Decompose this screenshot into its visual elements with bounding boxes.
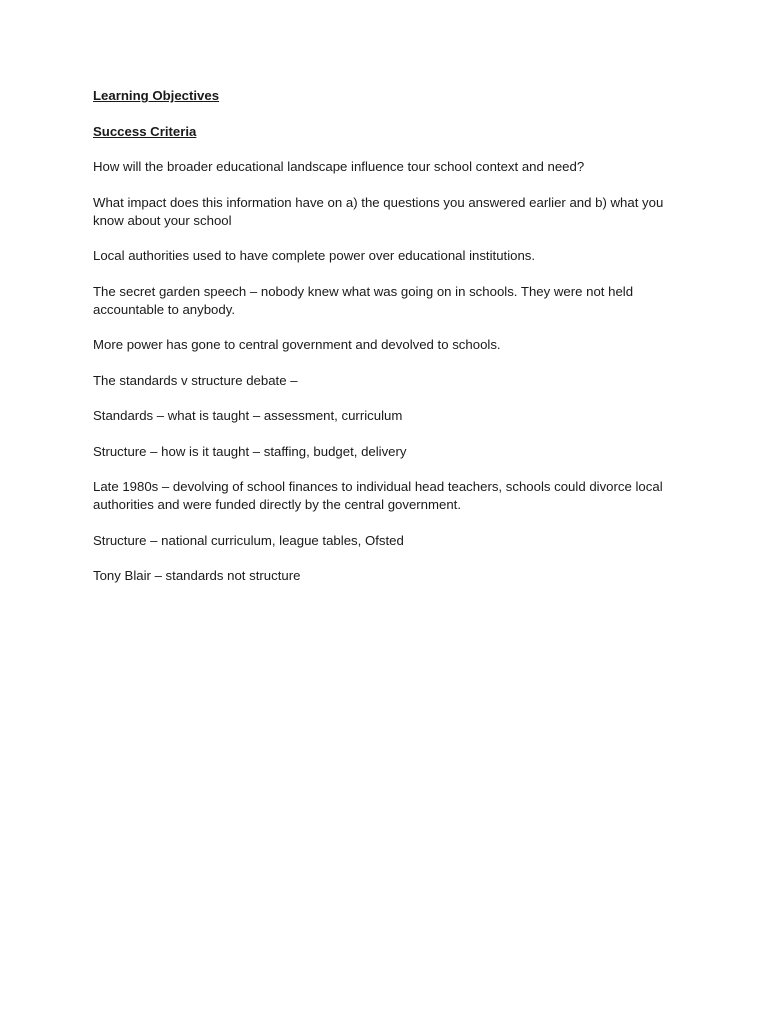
paragraph-standards: Standards – what is taught – assessment, curriculum [93, 408, 403, 423]
heading-learning-objectives: Learning Objectives [93, 88, 220, 103]
paragraph-tony-blair: Tony Blair – standards not structure [93, 568, 301, 583]
paragraph-landscape-question: How will the broader educational landscape influence tour school context and need? [93, 159, 585, 174]
paragraph-secret-garden: The secret garden speech – nobody knew what was going on in schools. They were not held accountable to anybody. [93, 283, 634, 317]
heading-success-criteria: Success Criteria [93, 123, 197, 139]
paragraph-impact-question: What impact does this information have on a) the questions you answered earlier and b) what you know about your school [93, 194, 664, 228]
paragraph-local-authorities: Local authorities used to have complete power over educational institutions. [93, 248, 536, 263]
paragraph-debate: The standards v structure debate – [93, 372, 298, 388]
paragraph-structure: Structure – how is it taught – staffing, budget, delivery [93, 443, 407, 459]
paragraph-structure-national: Structure – national curriculum, league tables, Ofsted [93, 532, 404, 548]
document-body [93, 87, 683, 603]
paragraph-more-power: More power has gone to central government and devolved to schools. [93, 337, 501, 352]
paragraph-late-1980s: Late 1980s – devolving of school finances to individual head teachers, schools could divorce local authorities and were funded directly by the central government. [93, 479, 663, 512]
